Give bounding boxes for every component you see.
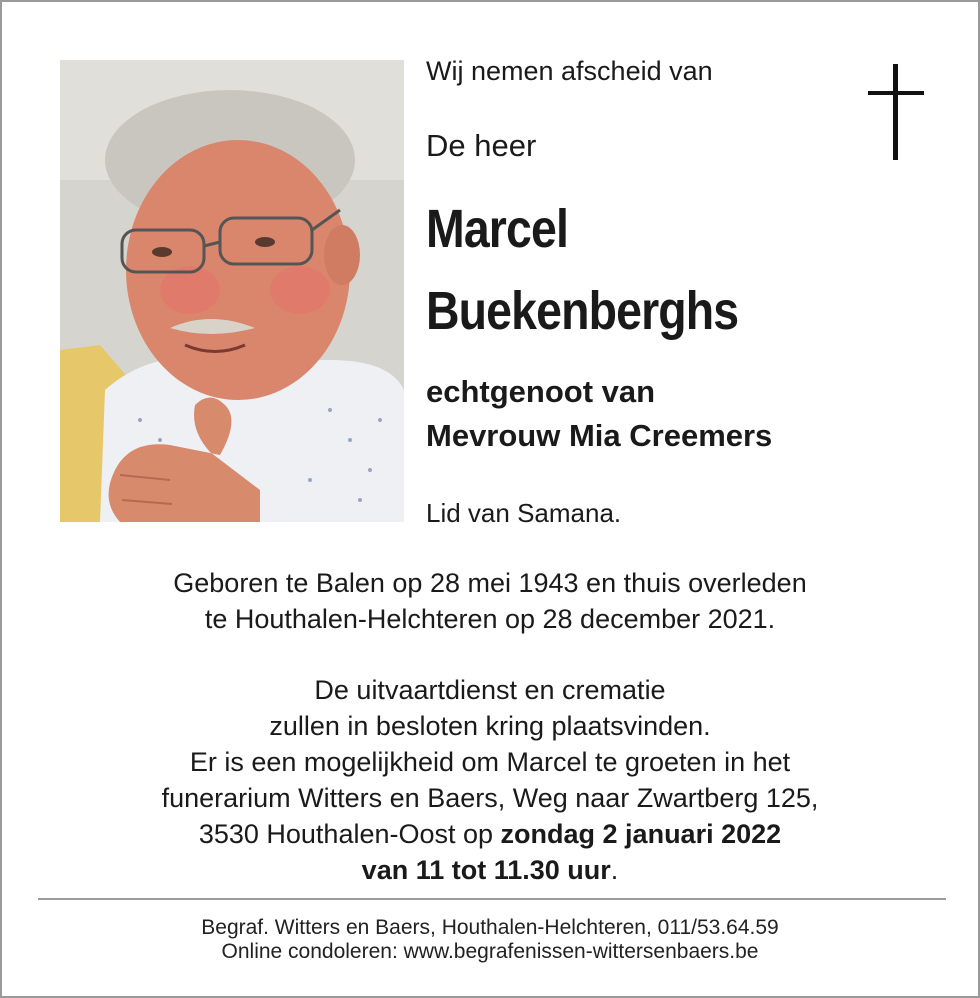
visitation-date: zondag 2 januari 2022 bbox=[500, 819, 782, 849]
funeral-home-line: Begraf. Witters en Baers, Houthalen-Helchteren, 011/53.64.59 bbox=[201, 916, 779, 939]
footer bbox=[2, 916, 978, 964]
spouse-label: echtgenoot van bbox=[426, 374, 656, 409]
deceased-last-name: Buekenberghs bbox=[426, 281, 739, 341]
latin-cross-icon bbox=[868, 64, 924, 162]
address-text: 3530 Houthalen-Oost op bbox=[198, 819, 501, 849]
birth-death-text bbox=[2, 565, 978, 637]
portrait-photo bbox=[60, 60, 404, 522]
membership-text: Lid van Samana. bbox=[426, 498, 622, 528]
service-line: funerarium Witters en Baers, Weg naar Zwartberg 125, bbox=[161, 783, 819, 813]
visitation-time: van 11 tot 11.30 uur bbox=[361, 855, 611, 885]
service-line bbox=[2, 816, 978, 852]
salutation: De heer bbox=[426, 128, 537, 163]
divider bbox=[38, 898, 946, 900]
spouse-name: Mevrouw Mia Creemers bbox=[426, 418, 773, 453]
deceased-first-name: Marcel bbox=[426, 199, 568, 259]
service-line: van 11 tot 11.30 uur. bbox=[361, 855, 619, 885]
condolence-url: Online condoleren: www.begrafenissen-wittersenbaers.be bbox=[221, 940, 759, 963]
death-line: te Houthalen-Helchteren op 28 december 2021. bbox=[204, 604, 776, 634]
service-line: zullen in besloten kring plaatsvinden. bbox=[269, 711, 711, 741]
service-line: Er is een mogelijkheid om Marcel te groeten in het bbox=[189, 747, 791, 777]
service-text bbox=[2, 672, 978, 888]
birth-line: Geboren te Balen op 28 mei 1943 en thuis overleden bbox=[173, 568, 807, 598]
intro-text: Wij nemen afscheid van bbox=[426, 56, 713, 86]
service-line: De uitvaartdienst en crematie bbox=[314, 675, 666, 705]
